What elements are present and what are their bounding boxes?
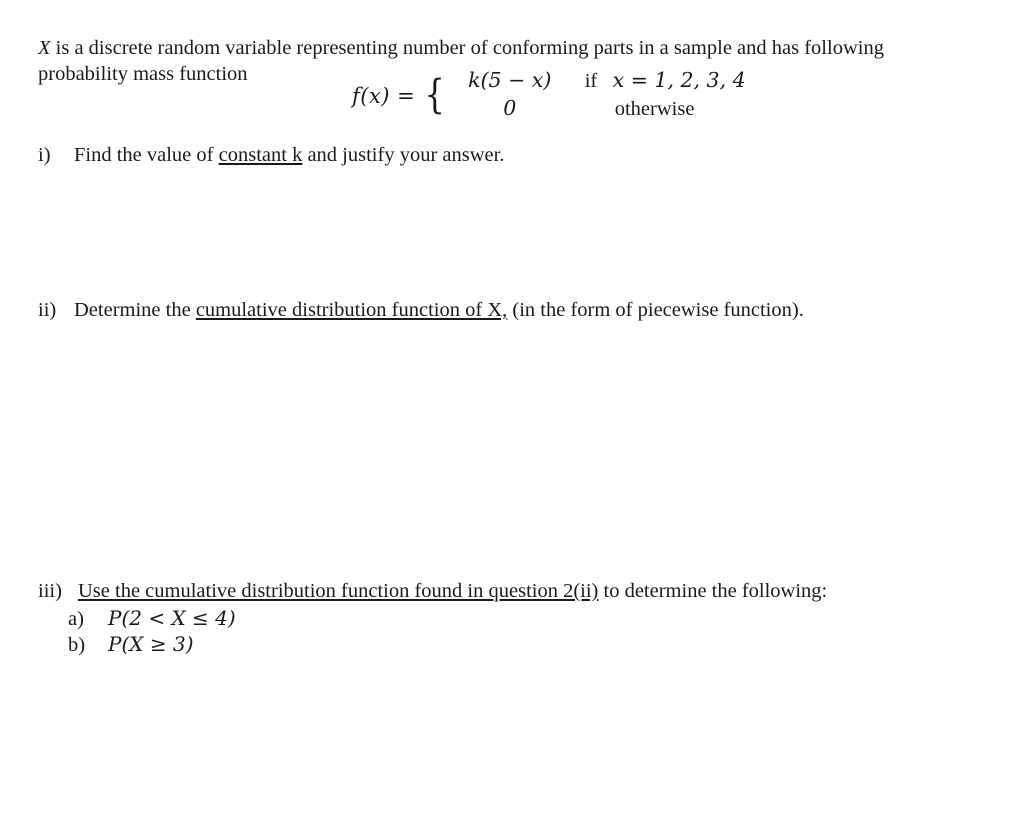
formula-case-2 <box>449 96 746 124</box>
random-variable-symbol: X <box>38 36 51 59</box>
question-text-ii <box>74 297 804 323</box>
question-item-ii <box>38 297 804 323</box>
question-text-iii <box>78 578 827 604</box>
question-item-iii <box>38 578 827 604</box>
sublist-marker-b: b) <box>68 634 86 656</box>
question-ii-text-part2: (in the form of piecewise function). <box>507 299 804 321</box>
sublist-expression-a: P(2 < X ≤ 4) <box>108 606 236 630</box>
question-iii-underlined: Use the cumulative distribution function found in question 2(ii) <box>78 580 599 602</box>
case-1-condition <box>571 68 746 93</box>
formula-case-1 <box>449 68 746 96</box>
question-marker-ii: ii) <box>38 299 57 321</box>
sublist-item-a <box>68 605 236 631</box>
case-2-expression: 0 <box>503 96 517 120</box>
pmf-formula <box>352 68 746 124</box>
case-1-condition-value: x = 1, 2, 3, 4 <box>612 68 746 92</box>
question-item-i <box>38 142 504 168</box>
sublist-expression-b: P(X ≥ 3) <box>108 632 194 656</box>
question-text-i <box>74 142 504 168</box>
sublist-marker-a: a) <box>68 608 84 630</box>
question-marker-i: i) <box>38 144 51 166</box>
question-ii-text-part1: Determine the <box>74 299 196 321</box>
if-keyword: if <box>584 70 598 92</box>
question-ii-underlined: cumulative distribution function of X, <box>195 299 508 321</box>
question-marker-iii: iii) <box>38 580 62 602</box>
intro-text: is a discrete random variable representing number of conforming parts in a sample and has following probability mass function <box>38 36 884 85</box>
case-2-condition: otherwise <box>614 98 695 120</box>
question-i-text-part1: Find the value of <box>74 144 219 166</box>
sublist-item-b <box>68 631 236 657</box>
question-iii-sublist <box>68 605 236 657</box>
question-i-text-part2: and justify your answer. <box>302 144 505 166</box>
case-1-expression: k(5 − x) <box>468 68 552 92</box>
question-iii-text-part2: to determine the following: <box>598 580 828 602</box>
function-label: f(x) = <box>352 84 416 108</box>
question-i-underlined: constant k <box>218 144 303 166</box>
formula-cases <box>449 68 746 124</box>
piecewise-brace: { <box>424 72 446 118</box>
